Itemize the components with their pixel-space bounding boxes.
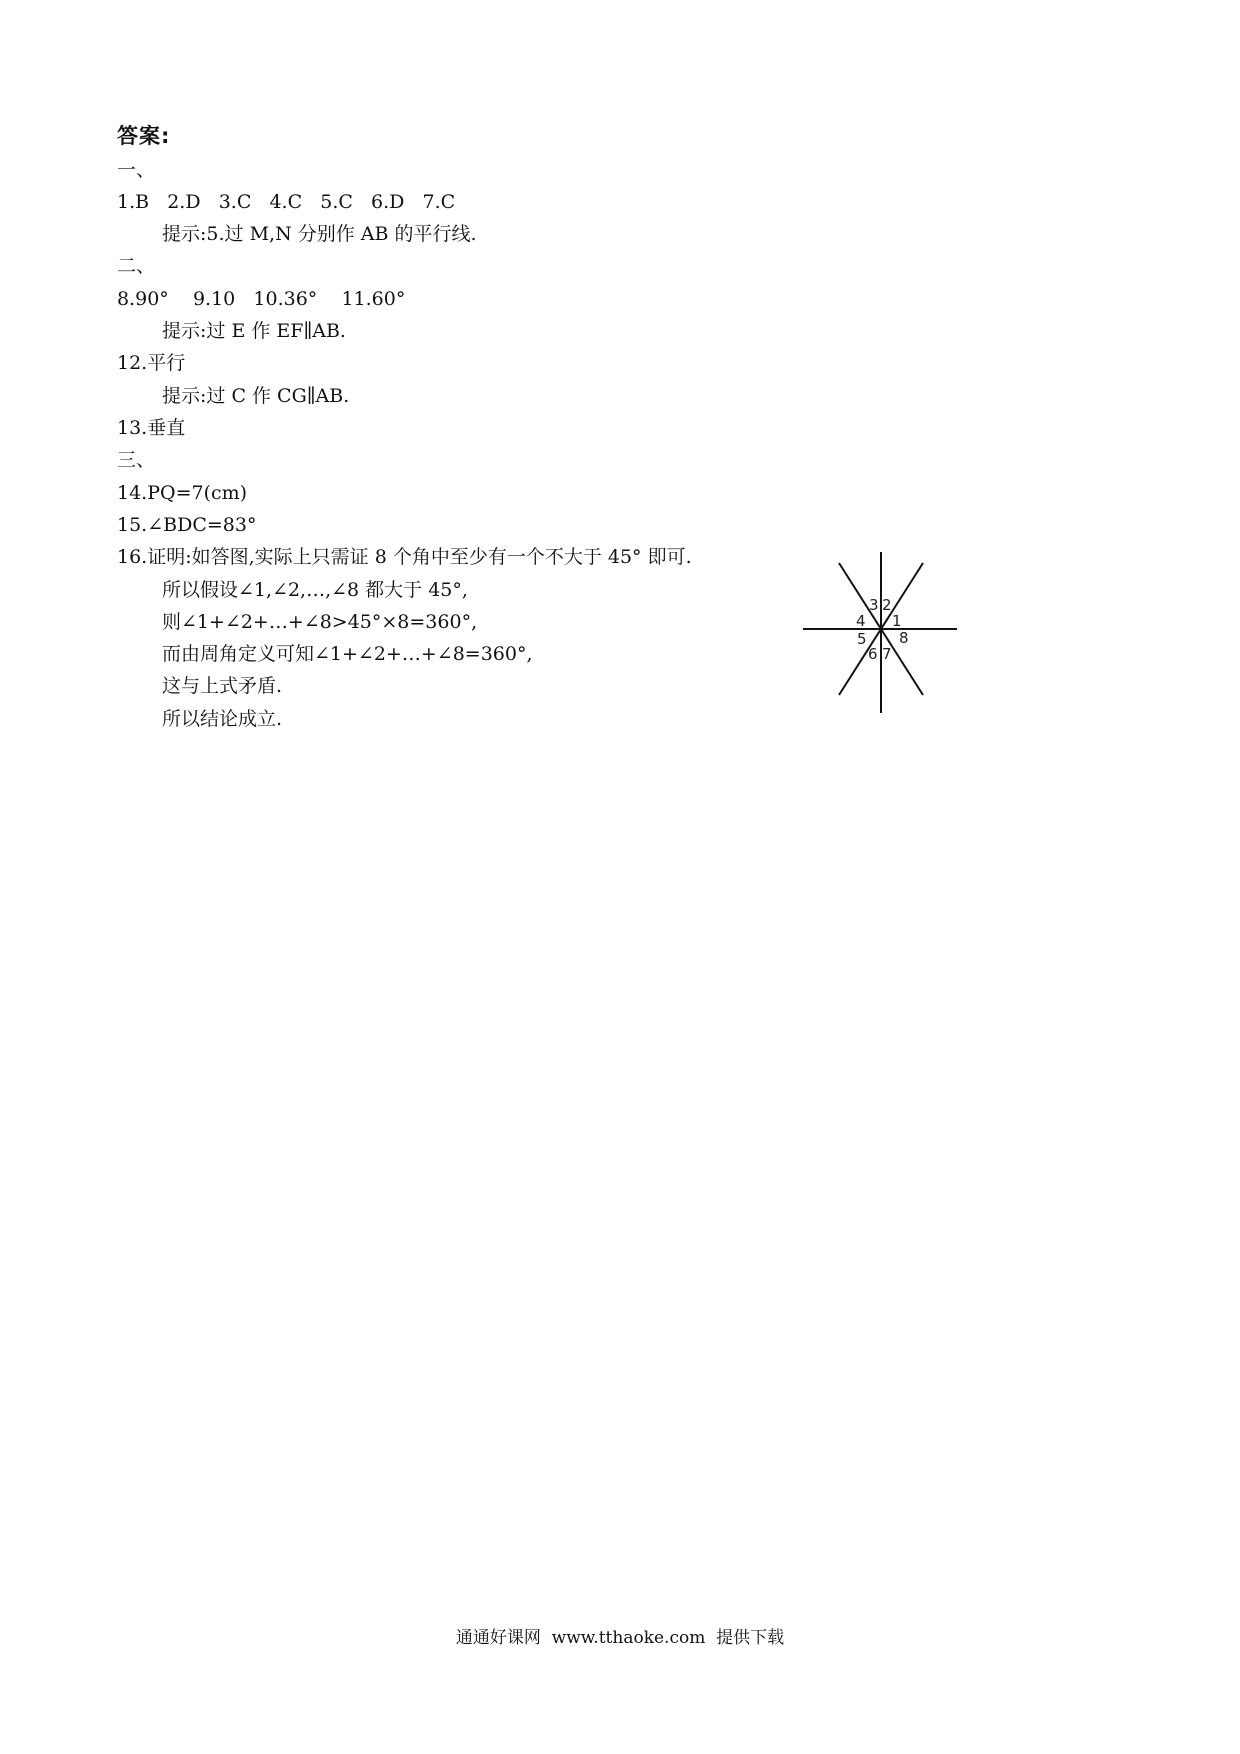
answer-16-line-4: 而由周角定义可知∠1+∠2+…+∠8=360°, [162,643,533,665]
answer-16-line-2: 所以假设∠1,∠2,…,∠8 都大于 45°, [162,579,468,601]
answer-16-line-5: 这与上式矛盾. [162,675,283,697]
answer-12: 12.平行 [117,352,186,374]
answer-12-hint: 提示:过 C 作 CG∥AB. [162,385,350,407]
section-2-answers: 8.90° 9.10 10.36° 11.60° [117,288,406,310]
angle-label-3: 3 [869,596,879,614]
answer-16: 16.证明:如答图,实际上只需证 8 个角中至少有一个不大于 45° 即可. [117,546,692,568]
page-footer: 通通好课网 www.tthaoke.com 提供下载 [455,1628,785,1648]
angle-diagram [800,550,960,715]
angle-label-5: 5 [857,630,867,648]
section-1-hint: 提示:5.过 M,N 分别作 AB 的平行线. [162,223,477,245]
section-1-answers: 1.B 2.D 3.C 4.C 5.C 6.D 7.C [117,191,456,213]
answer-13: 13.垂直 [117,417,186,439]
page-heading: 答案: [117,124,171,148]
answer-15: 15.∠BDC=83° [117,514,257,536]
answer-16-line-3: 则∠1+∠2+…+∠8>45°×8=360°, [162,611,478,633]
angle-label-8: 8 [899,629,909,647]
section-2-hint: 提示:过 E 作 EF∥AB. [162,320,346,342]
angle-label-1: 1 [892,612,902,630]
answer-14: 14.PQ=7(cm) [117,482,248,504]
angle-label-2: 2 [882,596,892,614]
section-3-title: 三、 [117,449,156,471]
angle-label-6: 6 [868,645,878,663]
angle-label-7: 7 [882,645,892,663]
section-1-title: 一、 [117,159,156,181]
section-2-title: 二、 [117,255,156,277]
angle-label-4: 4 [856,612,866,630]
answer-16-line-6: 所以结论成立. [162,708,283,730]
